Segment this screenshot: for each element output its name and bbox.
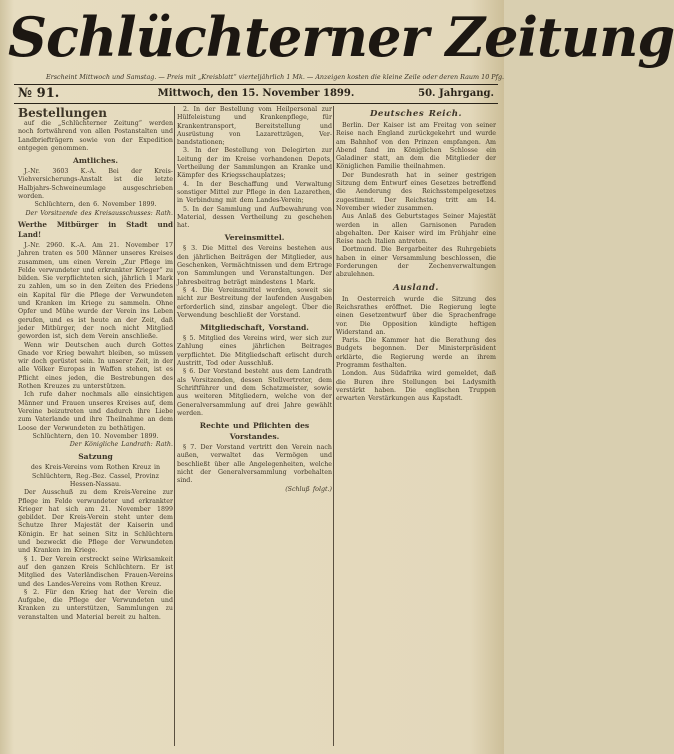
issue-year: 50. Jahrgang. <box>418 88 494 99</box>
ausland-text: In Oesterreich wurde die Sitzung des Reichsrathes eröffnet. Die Regierung legte einen Gesetzentwurf über die Sprachenfrage vor. Die Opposition kündigte heftigen Widerstand an. <box>336 295 496 336</box>
column-3 <box>336 106 496 748</box>
col2-point-5: 5. In der Sammlung und Aufbewahrung von Material, dessen Vertheilung zu geschehen hat. <box>177 205 332 230</box>
issue-number: № 91. <box>18 86 60 101</box>
issue-date: Mittwoch, den 15. November 1899. <box>157 88 355 99</box>
vereinsmittel-heading: Vereinsmittel. <box>224 233 285 243</box>
column-divider <box>174 106 175 746</box>
appeal-heading: Werthe Mitbürger in Stadt und Land! <box>18 219 173 239</box>
vereinsmittel-text-2: § 4. Die Vereinsmittel werden, soweit sie nicht zur Bestreitung der laufenden Ausgaben erforderlich sind, zinsbar angelegt. Über die Verwendung beschließt der Vorstand. <box>177 286 332 319</box>
order-text: auf die „Schlüchterner Zeitung“ werden noch fortwährend von allen Postanstalten und Landbriefträgern sowie von der Expedition entgegen genommen. <box>18 120 173 152</box>
appeal-text: J.-Nr. 2960. K.-A. Am 21. November 17 Jahren traten es 500 Männer unseres Kreises zusammen, um einen Verein „Zur Pflege im Felde verwundeter und erkrankter Krieger“ zu bilden. Sie verpflichteten sich, jährlich 1 Mark zu zahlen, um so in den Zeiten des Friedens ein Kapital für die Pflege der Verwundeten und Kranken im Kriege zu sammeln. Ohne Opfer und Mühe wurde der Verein ins Leben gerufen, und es ist heute an der Zeit, daß jeder Mitbürger, der noch nicht Mitglied geworden ist, sich dem Verein anschließe. <box>18 241 173 341</box>
ausland-heading: Ausland. <box>393 282 439 293</box>
satzung-subtitle: des Kreis-Vereins vom Rothen Kreuz in Schlüchtern, Reg.-Bez. Cassel, Provinz Hessen-Nassau. <box>30 464 161 488</box>
satzung-text: Der Ausschuß zu dem Kreis-Vereine zur Pflege im Felde verwundeter und erkrankter Krieger hat sich am 21. November 1899 gebildet. Der Kreis-Verein steht unter dem Schutze Ihrer Majestät der Kaiserin und Königin. Er hat seinen Sitz in Schlüchtern und bezweckt die Pflege der Verwundeten und Kranken im Kriege. <box>18 489 173 555</box>
amt-text: J.-Nr. 3603 K.-A. Bei der Kreis-Viehversicherungs-Anstalt ist die letzte Halbjahrs-Schweineumlage ausgeschrieben worden. <box>18 168 173 201</box>
appeal-signature: Der Königliche Landrath: Rath. <box>69 441 173 449</box>
masthead-title: Schlüchterner Zeitung <box>8 5 674 69</box>
col2-point-4: 4. In der Beschaffung und Verwaltung sonstiger Mittel zur Pflege in den Lazarethen, in Verbindung mit dem Landes-Verein; <box>177 180 332 205</box>
reich-heading: Deutsches Reich. <box>369 109 463 119</box>
mitglied-text: § 5. Mitglied des Vereins wird, wer sich zur Zahlung eines jährlichen Beitrages verpflichtet. Die Mitgliedschaft erlischt durch Austritt, Tod oder Ausschluß. <box>177 335 332 368</box>
column-divider <box>333 106 334 746</box>
appeal-date: Schlüchtern, den 10. November 1899. <box>32 432 159 440</box>
reich-text: Berlin. Der Kaiser ist am Freitag von seiner Reise nach England zurückgekehrt und wurde am Bahnhof von den Prinzen empfangen. Am Abend fand im Königlichen Schlosse ein Galadiner statt, an dem die Mitglieder der Königlichen Familie theilnahmen. <box>336 122 496 171</box>
col2-point-3: 3. In der Bestellung von Delegirten zur Leitung der im Kreise vorhandenen Depots, Vertheilung der Sammlungen an Kranke und Kämpfer des Kriegsschauplatzes; <box>177 147 332 180</box>
rechte-heading: Rechte und Pflichten des Vorstandes. <box>199 421 310 442</box>
satzung-heading: Satzung <box>78 452 113 462</box>
col2-intro: 2. In der Bestellung vom Heilpersonal zur Hülfeleistung und Krankenpflege, für Krankentransport, Bereitstellung und Ausrüstung von Lazarettzügen, Ver- bandstationen; <box>177 106 332 147</box>
column-2 <box>177 106 332 748</box>
amtliches-heading: Amtliches. <box>72 156 119 166</box>
column-1 <box>18 106 173 748</box>
reich-text-2: Der Bundesrath hat in seiner gestrigen Sitzung dem Entwurf eines Gesetzes betreffend die Aenderung des Reichsstempelgesetzes zugestimmt. Der Reichstag tritt am 14. November wieder zusammen. <box>336 171 496 212</box>
satzung-paragraph-2: § 2. Für den Krieg hat der Verein die Aufgabe, die Pflege der Verwundeten und Kranken zu unterstützen, Sammlungen zu veranstalten und Material bereit zu halten. <box>18 588 173 621</box>
ausland-text-3: London. Aus Südafrika wird gemeldet, daß die Buren ihre Stellungen bei Ladysmith verstärkt haben. Die englischen Truppen erwarten Verstärkungen aus Kapstadt. <box>336 370 496 403</box>
dateline <box>14 86 498 102</box>
mitglied-text-2: § 6. Der Vorstand besteht aus dem Landrath als Vorsitzenden, dessen Stellvertreter, dem Schriftführer und dem Schatzmeister, sowie aus weiteren Mitgliedern, welche von der Generalversammlung auf drei Jahre gewählt werden. <box>177 368 332 417</box>
header-rule-bottom <box>14 103 498 104</box>
amt-signature: Der Vorsitzende des Kreisausschusses: Rath. <box>25 209 173 217</box>
satzung-paragraph-1: § 1. Der Verein erstreckt seine Wirksamkeit auf den ganzen Kreis Schlüchtern. Er ist Mitglied des Vaterländischen Frauen-Vereins und des Landes-Vereins vom Rothen Kreuz. <box>18 555 173 588</box>
ausland-text-2: Paris. Die Kammer hat die Berathung des Budgets begonnen. Der Ministerpräsident erklärte, die Regierung werde an ihrem Programm festhalten. <box>336 337 496 370</box>
rechte-text: § 7. Der Vorstand vertritt den Verein nach außen, verwaltet das Vermögen und beschließt über alle Angelegenheiten, welche nicht der Generalversammlung vorbehalten sind. <box>177 444 332 485</box>
vereinsmittel-text: § 3. Die Mittel des Vereins bestehen aus den jährlichen Beiträgen der Mitglieder, aus Geschenken, Vermächtnissen und dem Ertrage von Sammlungen und Veranstaltungen. Der Jahresbeitrag beträgt mindestens 1 Mark. <box>177 245 332 286</box>
dortmund-text: Dortmund. Die Bergarbeiter des Ruhrgebiets haben in einer Versammlung beschlossen, die Forderungen der Zechenverwaltungen abzulehnen. <box>336 246 496 279</box>
continued-note: (Schluß folgt.) <box>285 485 332 493</box>
header-rule-top <box>14 84 498 85</box>
order-heading: Bestellungen <box>18 106 108 120</box>
reich-text-3: Aus Anlaß des Geburtstages Seiner Majestät werden in allen Garnisonen Paraden abgehalten. Der Kaiser wird im Frühjahr eine Reise nach Italien antreten. <box>336 213 496 246</box>
mitglied-heading: Mitgliedschaft, Vorstand. <box>200 323 309 333</box>
appeal-text-2: Wenn wir Deutschen auch durch Gottes Gnade vor Krieg bewahrt bleiben, so müssen wir doch gerüstet sein. In unserer Zeit, in der alle Völker Europas in Waffen stehen, ist es Pflicht eines jeden, die Bestrebungen des Rothen Kreuzes zu unterstützen. <box>18 341 173 391</box>
masthead-subline: Erscheint Mittwoch und Samstag. — Preis mit „Kreisblatt“ vierteljährlich 1 Mk. — Anzeigen kosten die kleine Zeile oder deren Raum 10 Pfg. <box>46 73 505 81</box>
amt-date: Schlüchtern, den 6. November 1899. <box>34 201 157 209</box>
appeal-text-3: Ich rufe daher nochmals alle einsichtigen Männer und Frauen unseres Kreises auf, dem Vereine beizutreten und dadurch ihre Liebe zum Vaterlande und ihre Theilnahme an dem Loose der Verwundeten zu bethätigen. <box>18 391 173 432</box>
